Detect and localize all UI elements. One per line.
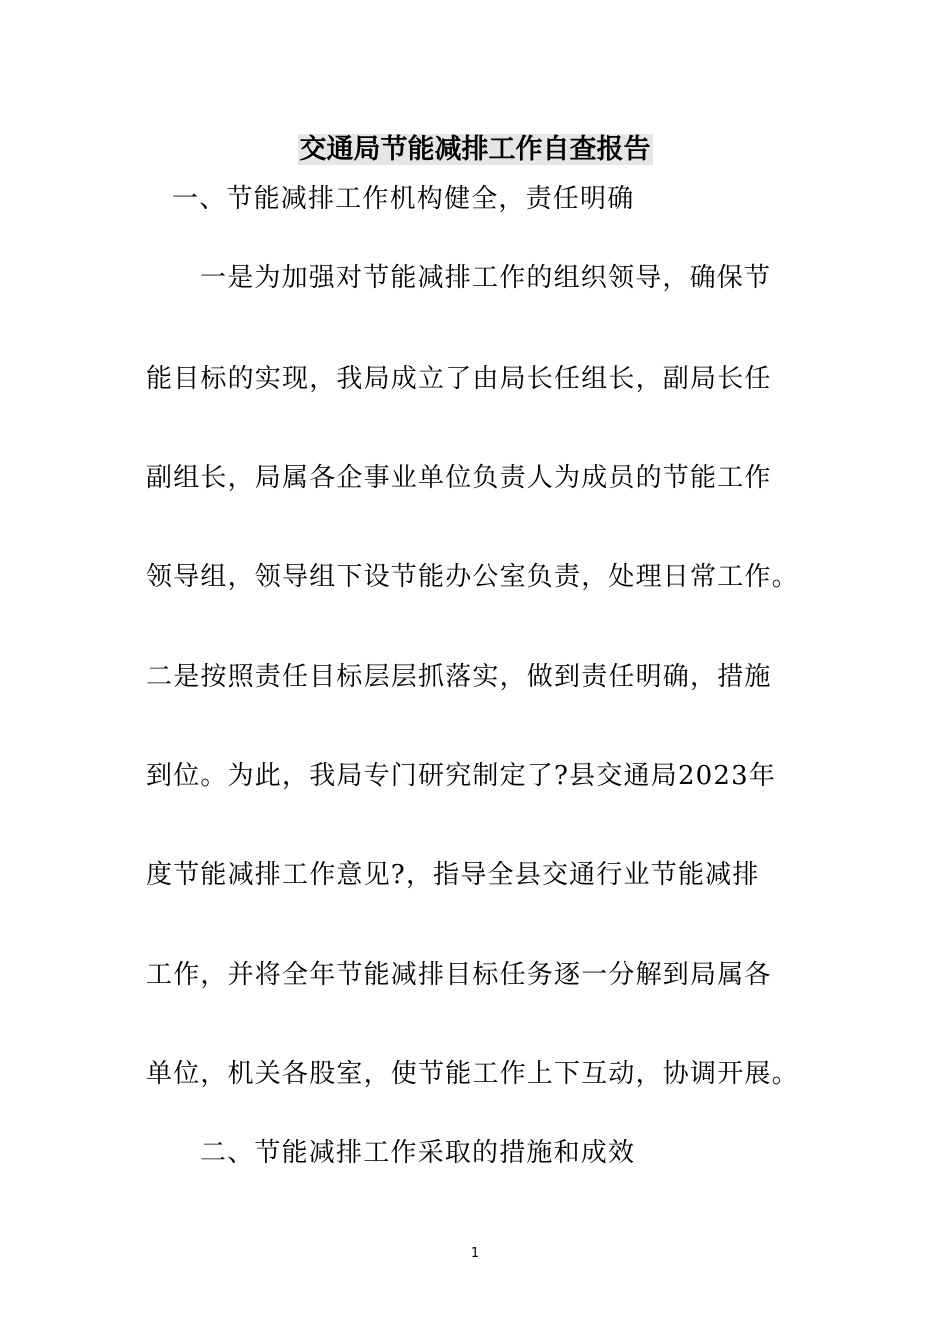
- paragraph-line-3: 副组长，局属各企事业单位负责人为成员的节能工作: [146, 463, 772, 493]
- document-title-text: 交通局节能减排工作自查报告: [299, 134, 651, 165]
- paragraph-line-4: 领导组，领导组下设节能办公室负责，处理日常工作。: [146, 562, 799, 592]
- document-title: [0, 130, 950, 170]
- paragraph-line-9: 单位，机关各股室，使节能工作上下互动，协调开展。: [146, 1059, 799, 1089]
- paragraph-line-7: 度节能减排工作意见?，指导全县交通行业节能减排: [146, 860, 760, 890]
- paragraph-line-6: 到位。为此，我局专门研究制定了?县交通局2023年: [146, 761, 777, 791]
- section-heading-2: 二、节能减排工作采取的措施和成效: [200, 1138, 636, 1168]
- section-heading-1: 一、节能减排工作机构健全，责任明确: [172, 184, 635, 214]
- paragraph-line-5: 二是按照责任目标层层抓落实，做到责任明确，措施: [146, 662, 772, 692]
- paragraph-line-1: 一是为加强对节能减排工作的组织领导，确保节: [200, 263, 772, 293]
- paragraph-line-8: 工作，并将全年节能减排目标任务逐一分解到局属各: [146, 960, 772, 990]
- page-number: 1: [470, 1246, 480, 1261]
- paragraph-line-2: 能目标的实现，我局成立了由局长任组长，副局长任: [146, 364, 772, 394]
